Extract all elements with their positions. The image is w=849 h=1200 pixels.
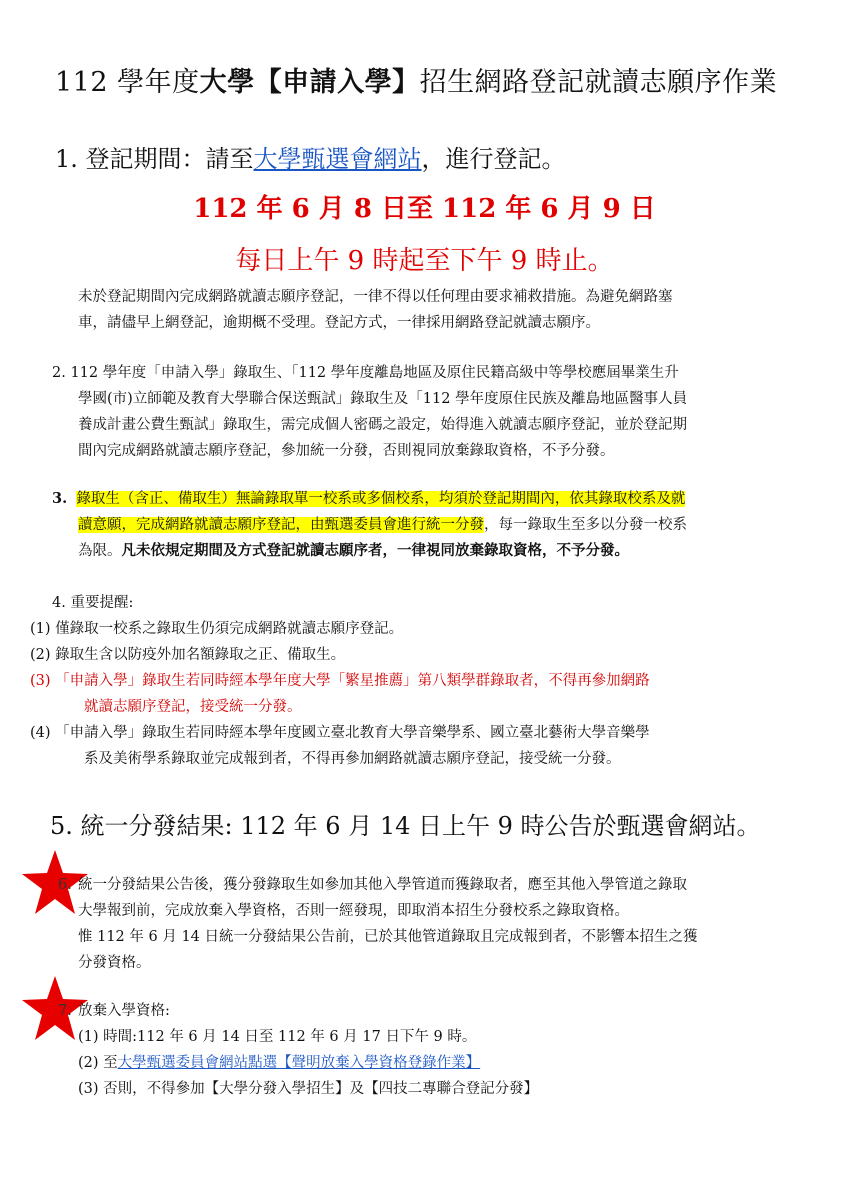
section-5-heading: 5. 統一分發結果: 112 年 6 月 14 日上午 9 時公告於甄選會網站。 [50,812,761,840]
section-6-line: 大學報到前，完成放棄入學資格，否則一經發現，即取消本招生分發校系之錄取資格。 [78,903,629,919]
list-item: (3) 「申請入學」錄取生若同時經本學年度大學「繁星推薦」第八類學群錄取者，不得再參加網路 [30,673,650,689]
section-7-heading: 放棄入學資格: [78,1003,170,1019]
title-prefix: 112 學年度 [55,67,200,98]
section-4-heading: 4. 重要提醒: [52,595,134,611]
section-3-bold: 凡未依規定期間及方式登記就讀志願序者，一律視同放棄錄取資格，不予分發。 [121,542,629,559]
list-item: (1) 時間:112 年 6 月 14 日至 112 年 6 月 17 日下午 9 時。 [78,1029,477,1045]
section-4-list [30,616,650,772]
waiver-registration-link[interactable]: 大學甄選委員會網站點選【聲明放棄入學資格登錄作業】 [117,1055,481,1071]
list-item-continued: 系及美術學系錄取並完成報到者，不得再參加網路就讀志願序登記，接受統一分發。 [84,751,621,767]
section-2-line: 2. 112 學年度「申請入學」錄取生、「112 學年度離島地區及原住民籍高級中等學校應屆畢業生升 [52,365,679,381]
section-3 [52,486,687,564]
caac-website-link[interactable]: 大學甄選會網站 [253,145,422,173]
list-item: (3) 否則，不得參加【大學分發入學招生】及【四技二專聯合登記分發】 [78,1081,539,1097]
title-suffix: 招生網路登記就讀志願序作業 [419,67,778,98]
section-1-suffix: ，進行登記。 [421,145,566,173]
section-3-number: 3. [52,490,68,507]
section-1-heading [55,139,566,174]
section-2-line: 養成計畫公費生甄試」錄取生，需完成個人密碼之設定，始得進入就讀志願序登記，並於登記期 [78,417,687,433]
note-line: 車，請儘早上網登記，逾期概不受理。登記方式，一律採用網路登記就讀志願序。 [78,315,600,331]
section-2 [52,360,687,464]
section-1-prefix: 1. 登記期間：請至 [55,145,254,173]
section-7-number: 7. [58,1003,72,1019]
section-2-line: 學國(市)立師範及教育大學聯合保送甄試」錄取生及「112 學年度原住民族及離島地區醫事人員 [78,391,688,407]
page-title [55,60,777,99]
section-6-line: 分發資格。 [78,955,151,971]
section-3-highlight: 錄取生（含正、備取生）無論錄取單一校系或多個校系，均須於登記期間內，依其錄取校系及就 [76,491,686,507]
list-item: (4) 「申請入學」錄取生若同時經本學年度國立臺北教育大學音樂學系、國立臺北藝術大學音樂學 [30,725,650,741]
section-3-text: ，每一錄取生至多以分發一校系 [484,517,687,533]
section-1-note [78,284,673,336]
section-6-line: 統一分發結果公告後，獲分發錄取生如參加其他入學管道而獲錄取者，應至其他入學管道之錄取 [78,877,687,893]
list-item: (2) 錄取生含以防疫外加名額錄取之正、備取生。 [30,647,346,663]
section-3-highlight: 讀意願，完成網路就讀志願序登記，由甄選委員會進行統一分發 [78,517,484,533]
section-6 [78,872,698,976]
section-4 [52,590,133,616]
registration-daily-hours: 每日上午 9 時起至下午 9 時止。 [235,246,614,276]
section-3-text: 為限。 [78,543,122,559]
section-6-line: 惟 112 年 6 月 14 日統一分發結果公告前，已於其他管道錄取且完成報到者，不影響本招生之獲 [78,929,698,945]
section-7 [78,998,538,1102]
registration-dates: 112 年 6 月 8 日至 112 年 6 月 9 日 [193,194,656,224]
list-item-prefix: (2) 至 [78,1055,118,1071]
list-item-continued: 就讀志願序登記，接受統一分發。 [84,699,302,715]
title-bold: 大學【申請入學】 [199,67,420,98]
section-2-line: 間內完成網路就讀志願序登記，參加統一分發，否則視同放棄錄取資格，不予分發。 [78,443,615,459]
note-line: 未於登記期間內完成網路就讀志願序登記，一律不得以任何理由要求補救措施。為避免網路塞 [78,289,673,305]
list-item: (1) 僅錄取一校系之錄取生仍須完成網路就讀志願序登記。 [30,621,404,637]
section-6-number: 6. [58,877,72,893]
